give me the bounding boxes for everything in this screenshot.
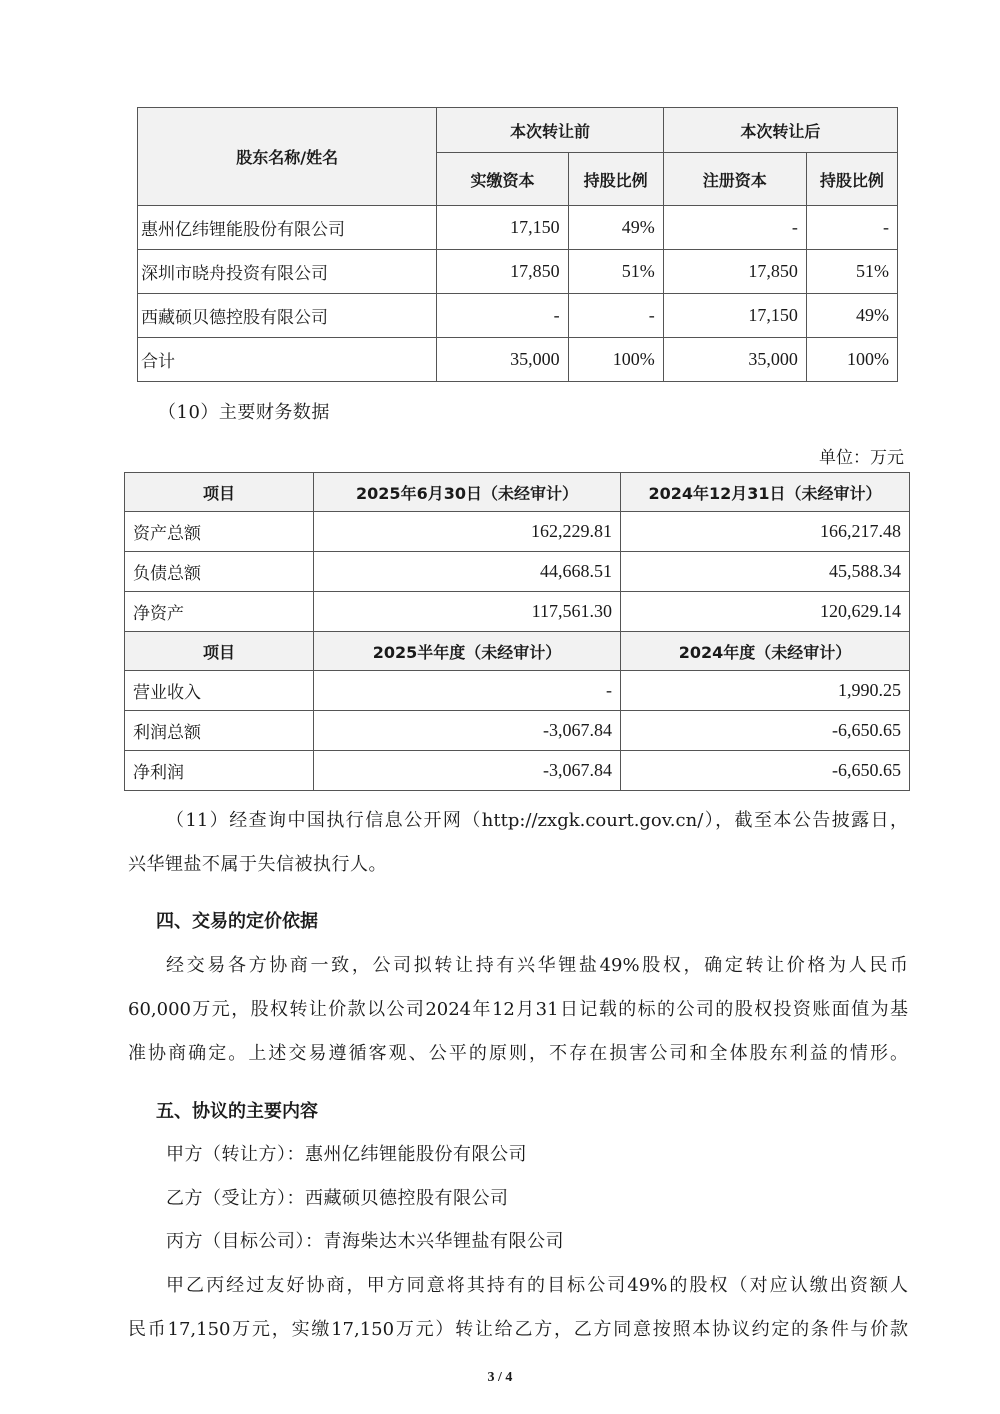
section-5-line-1: 甲乙丙经过友好协商，甲方同意将其持有的目标公司49%的股权（对应认缴出资额人: [166, 1275, 908, 1296]
header-paid-capital: 实缴资本: [437, 153, 568, 206]
ratio-before: 49%: [568, 206, 663, 250]
section-5-title: 五、协议的主要内容: [156, 1101, 318, 1122]
ratio-after: -: [806, 206, 897, 250]
header-shareholder-name: 股东名称/姓名: [138, 108, 437, 206]
paid-capital: -: [437, 294, 568, 338]
header-2025-06-30: 2025年6月30日（未经审计）: [314, 473, 621, 512]
header-item: 项目: [125, 632, 314, 671]
ratio-before: 100%: [568, 338, 663, 382]
header-2025-half-year: 2025半年度（未经审计）: [314, 632, 621, 671]
page-number: 3 / 4: [487, 1370, 513, 1385]
value-2025: -3,067.84: [314, 751, 621, 791]
header-ratio-after: 持股比例: [806, 153, 897, 206]
registered-capital: 17,150: [663, 294, 806, 338]
value-2025: 117,561.30: [314, 592, 621, 632]
table-row: [125, 592, 910, 632]
balance-header-row: [125, 473, 910, 512]
party-a: 甲方（转让方）：惠州亿纬锂能股份有限公司: [166, 1144, 527, 1165]
section-11-line-2: 兴华锂盐不属于失信被执行人。: [128, 854, 387, 875]
paid-capital: 35,000: [437, 338, 568, 382]
ratio-after: 51%: [806, 250, 897, 294]
party-b: 乙方（受让方）：西藏硕贝德控股有限公司: [166, 1188, 509, 1209]
table-row: [138, 294, 898, 338]
header-2024-year: 2024年度（未经审计）: [621, 632, 910, 671]
ratio-after: 49%: [806, 294, 897, 338]
party-c: 丙方（目标公司）：青海柴达木兴华锂盐有限公司: [166, 1231, 564, 1252]
table-row: [125, 711, 910, 751]
value-2025: -: [314, 671, 621, 711]
header-item: 项目: [125, 473, 314, 512]
table-row: [125, 552, 910, 592]
header-ratio-before: 持股比例: [568, 153, 663, 206]
table-row: [125, 751, 910, 791]
table-row: [125, 512, 910, 552]
item-label: 利润总额: [125, 711, 314, 751]
shareholder-name: 西藏硕贝德控股有限公司: [138, 294, 437, 338]
table-row: [138, 250, 898, 294]
header-after-transfer: 本次转让后: [663, 108, 897, 153]
ratio-before: 51%: [568, 250, 663, 294]
value-2025: 44,668.51: [314, 552, 621, 592]
header-before-transfer: 本次转让前: [437, 108, 663, 153]
section-5-line-2: 民币17,150万元，实缴17,150万元）转让给乙方，乙方同意按照本协议约定的条件与价款: [128, 1319, 908, 1340]
header-registered-capital: 注册资本: [663, 153, 806, 206]
value-2025: -3,067.84: [314, 711, 621, 751]
section-4-line-3: 准协商确定。上述交易遵循客观、公平的原则，不存在损害公司和全体股东利益的情形。: [128, 1043, 908, 1064]
table-row-total: [138, 338, 898, 382]
paid-capital: 17,850: [437, 250, 568, 294]
value-2025: 162,229.81: [314, 512, 621, 552]
registered-capital: -: [663, 206, 806, 250]
unit-label: 单位：万元: [819, 448, 904, 468]
header-2024-12-31: 2024年12月31日（未经审计）: [621, 473, 910, 512]
item-label: 营业收入: [125, 671, 314, 711]
section-4-title: 四、交易的定价依据: [156, 911, 318, 932]
shareholder-name: 惠州亿纬锂能股份有限公司: [138, 206, 437, 250]
value-2024: -6,650.65: [621, 711, 910, 751]
value-2024: 120,629.14: [621, 592, 910, 632]
shareholder-table: [137, 107, 898, 382]
section-4-line-1: 经交易各方协商一致，公司拟转让持有兴华锂盐49%股权，确定转让价格为人民币: [166, 955, 908, 976]
item-label: 负债总额: [125, 552, 314, 592]
ratio-after: 100%: [806, 338, 897, 382]
item-label: 净利润: [125, 751, 314, 791]
item-label: 净资产: [125, 592, 314, 632]
ratio-before: -: [568, 294, 663, 338]
shareholder-name: 深圳市晓舟投资有限公司: [138, 250, 437, 294]
item-label: 资产总额: [125, 512, 314, 552]
section-4-line-2: 60,000万元，股权转让价款以公司2024年12月31日记载的标的公司的股权投资账面值为基: [128, 999, 908, 1020]
registered-capital: 17,850: [663, 250, 806, 294]
registered-capital: 35,000: [663, 338, 806, 382]
value-2024: 45,588.34: [621, 552, 910, 592]
table-row: [138, 206, 898, 250]
shareholder-name: 合计: [138, 338, 437, 382]
section-10-title: （10）主要财务数据: [158, 402, 330, 423]
value-2024: 1,990.25: [621, 671, 910, 711]
income-header-row: [125, 632, 910, 671]
table-row: [125, 671, 910, 711]
financial-table: [124, 472, 910, 791]
value-2024: -6,650.65: [621, 751, 910, 791]
value-2024: 166,217.48: [621, 512, 910, 552]
paid-capital: 17,150: [437, 206, 568, 250]
section-11-line-1: （11）经查询中国执行信息公开网（http://zxgk.court.gov.cn/），截至本公告披露日，: [166, 810, 908, 831]
